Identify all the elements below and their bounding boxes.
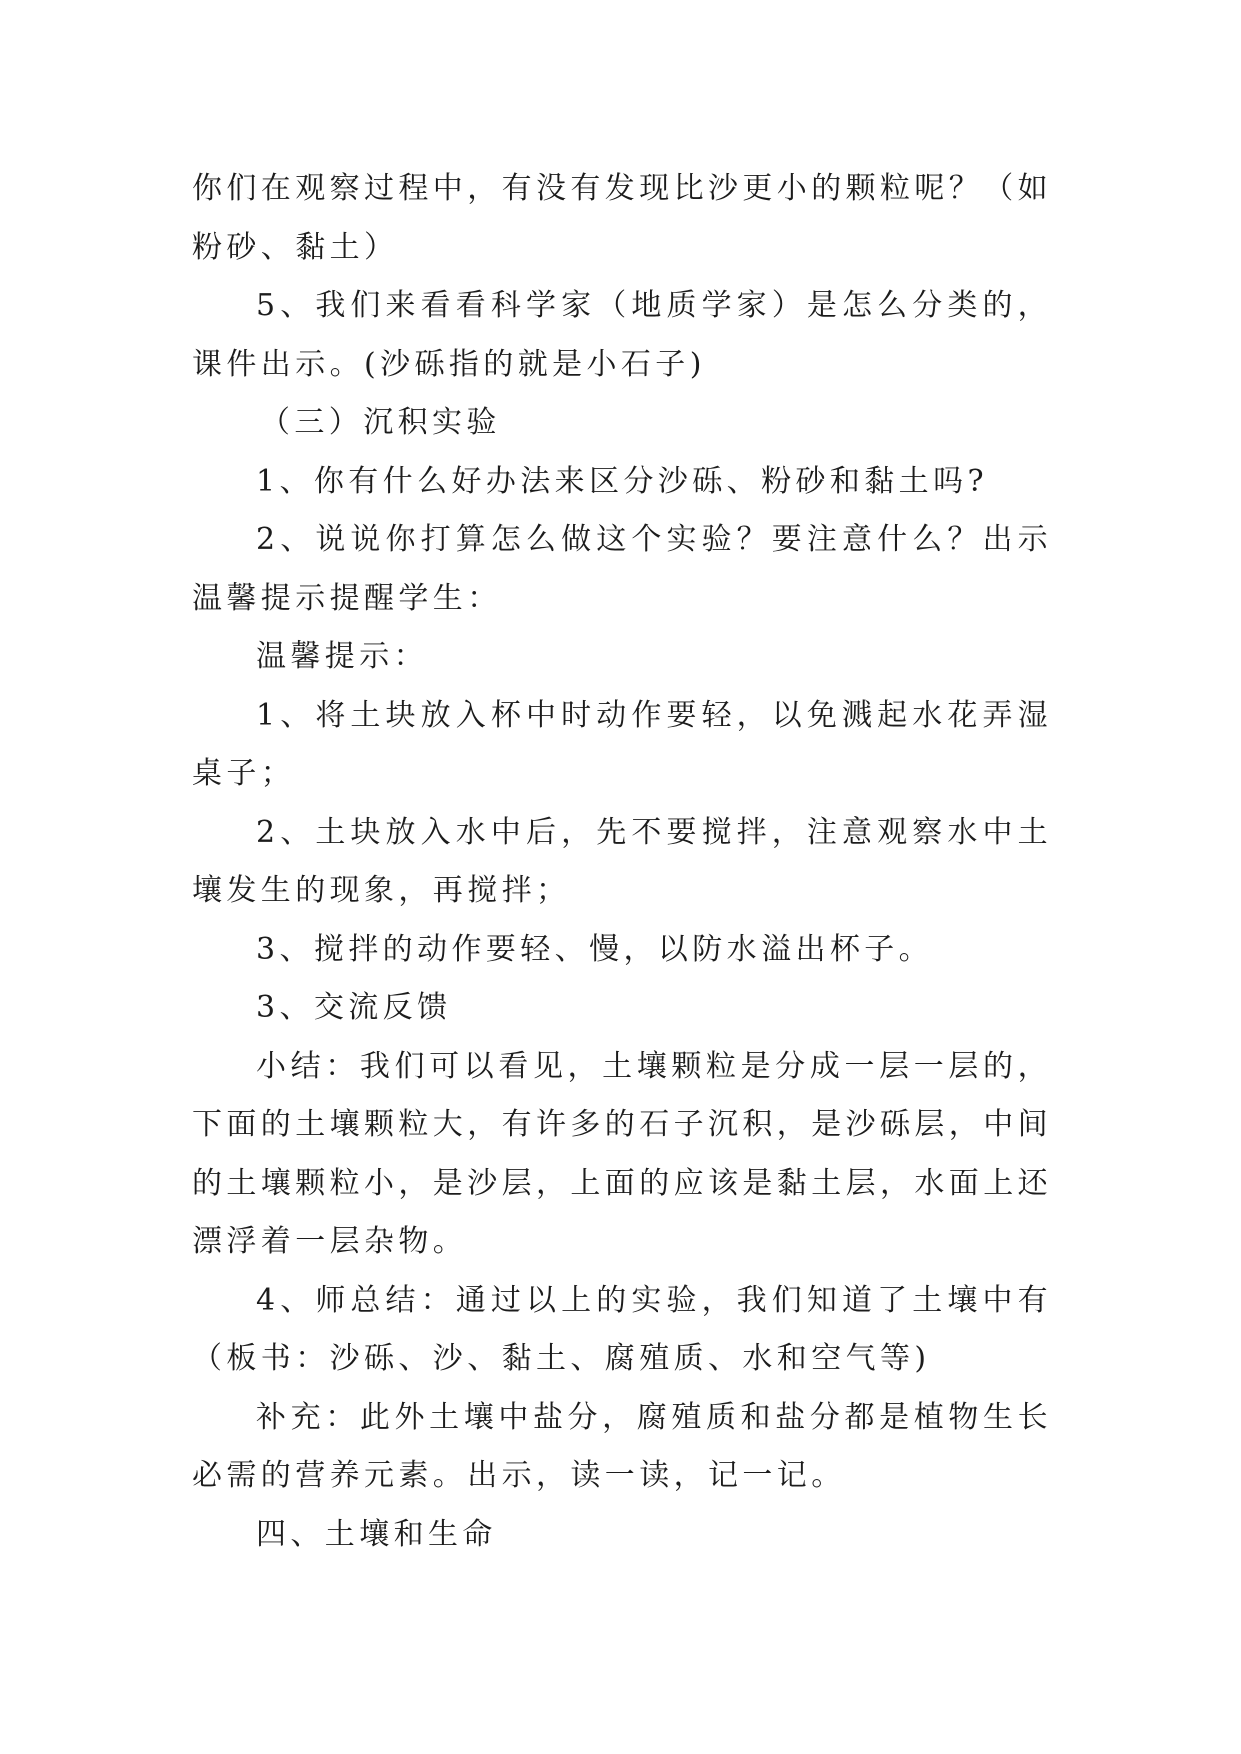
paragraph-4: 1、你有什么好办法来区分沙砾、粉砂和黏土吗?: [256, 463, 988, 499]
paragraph-feedback: 3、交流反馈: [256, 990, 452, 1025]
tip-item-3: 3、搅拌的动作要轻、慢，以防水溢出杯子。: [256, 931, 934, 967]
paragraph-summary: 小结：我们可以看见，土壤颗粒是分成一层一层的，下面的土壤颗粒大，有许多的石子沉积，是沙砾层，中间的土壤颗粒小，是沙层，上面的应该是黏土层，水面上还漂浮着一层杂物。: [192, 1048, 1052, 1259]
paragraph-2: 5、我们来看看科学家（地质学家）是怎么分类的，课件出示。(沙砾指的就是小石子): [192, 288, 1052, 382]
paragraph-1: 你们在观察过程中，有没有发现比沙更小的颗粒呢？（如粉砂、黏土）: [192, 171, 1052, 265]
paragraph-supplement: 补充：此外土壤中盐分，腐殖质和盐分都是植物生长必需的营养元素。出示，读一读，记一记。: [192, 1399, 1052, 1493]
tip-item-1: 1、将土块放入杯中时动作要轻，以免溅起水花弄湿桌子；: [192, 697, 1052, 791]
document-body: [192, 160, 1052, 1564]
tips-heading: 温馨提示：: [256, 639, 428, 674]
paragraph-teacher-summary: 4、师总结：通过以上的实验，我们知道了土壤中有（板书：沙砾、沙、黏土、腐殖质、水和空气等): [192, 1282, 1052, 1376]
tip-item-2: 2、土块放入水中后，先不要搅拌，注意观察水中土壤发生的现象，再搅拌；: [192, 814, 1052, 908]
paragraph-5: 2、说说你打算怎么做这个实验？要注意什么？出示温馨提示提醒学生：: [192, 522, 1052, 616]
section-heading-soil-and-life: 四、土壤和生命: [256, 1516, 497, 1552]
section-heading-sedimentation: （三）沉积实验: [260, 405, 501, 440]
